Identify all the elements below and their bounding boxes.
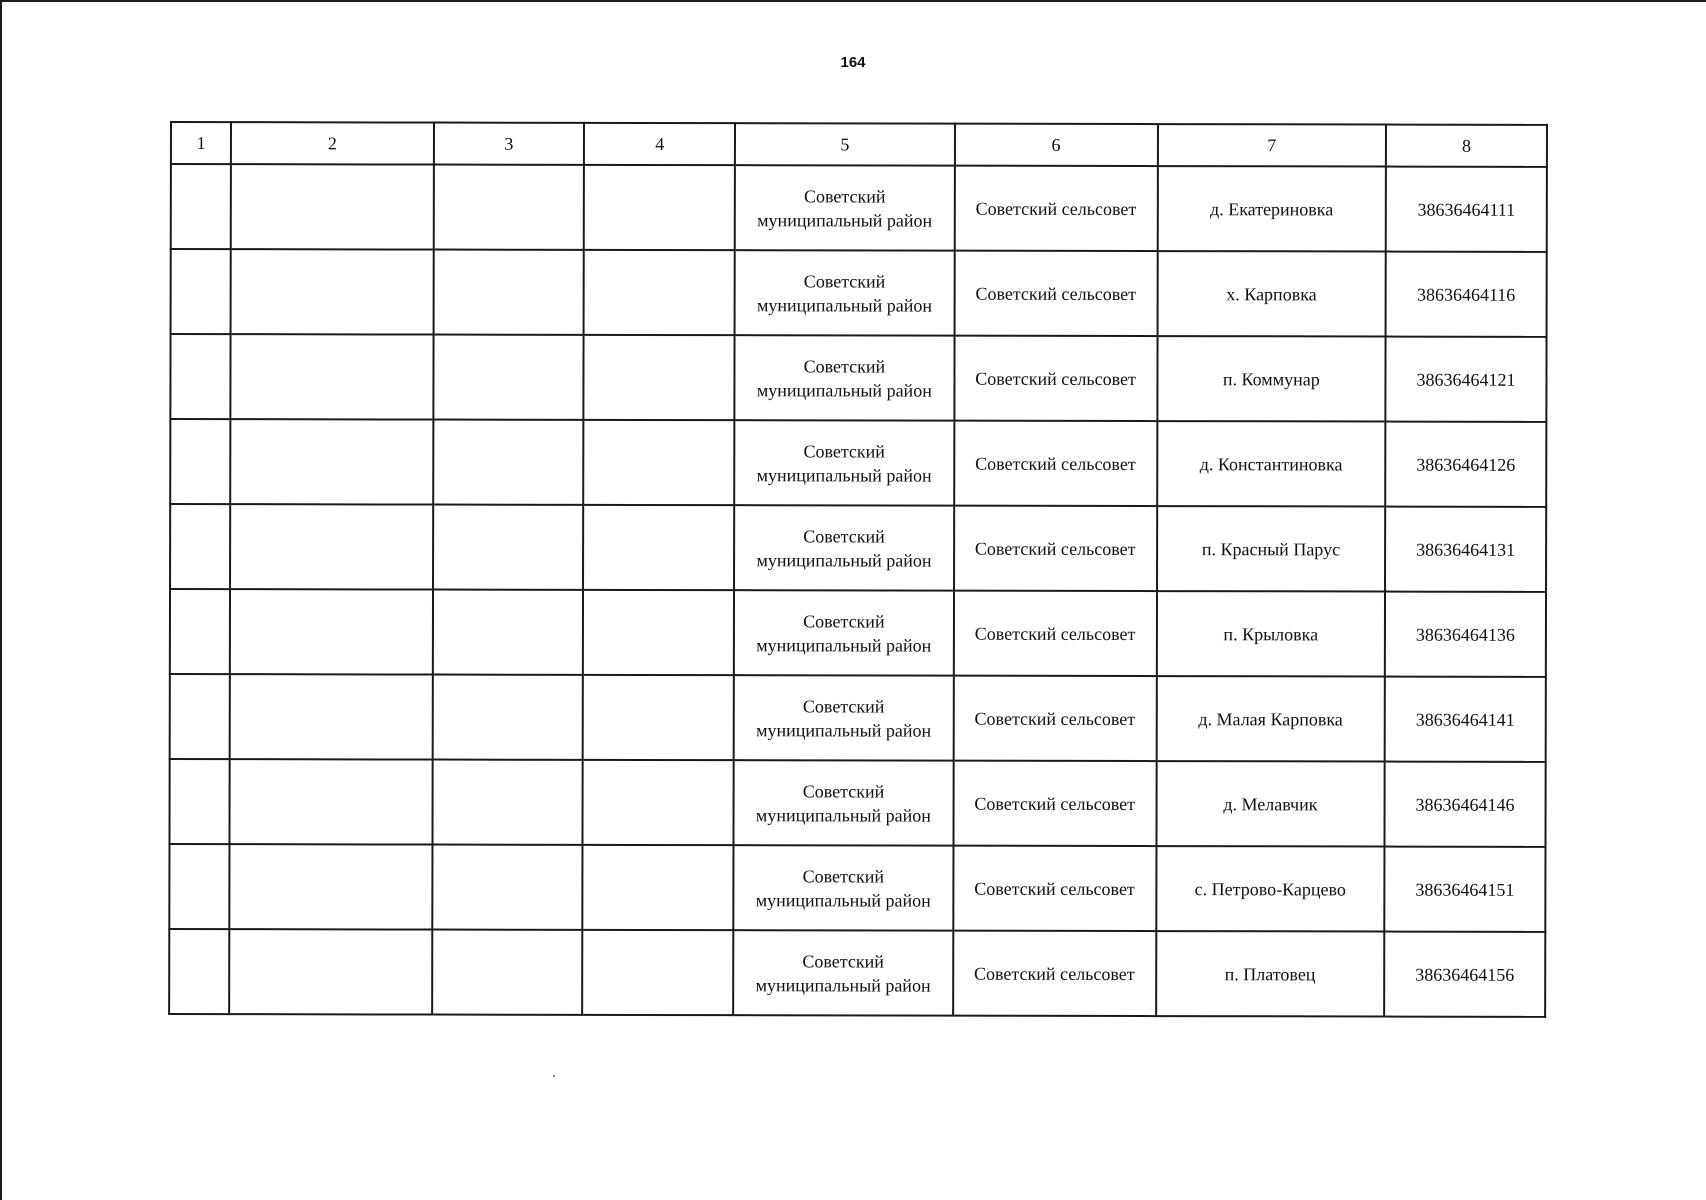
cell-council: Советский сельсовет bbox=[954, 506, 1157, 591]
cell-code: 38636464141 bbox=[1385, 677, 1546, 762]
cell-col1 bbox=[171, 249, 232, 334]
cell-col2 bbox=[231, 419, 433, 504]
district-name: Советский bbox=[803, 610, 885, 631]
page-number: 164 bbox=[840, 54, 866, 71]
district-name: Советский bbox=[802, 695, 885, 716]
cell-district bbox=[735, 165, 954, 250]
cell-col3 bbox=[433, 420, 584, 505]
district-type: муниципальный район bbox=[755, 974, 931, 996]
cell-col2 bbox=[230, 674, 432, 759]
cell-col2 bbox=[231, 334, 433, 419]
cell-col3 bbox=[433, 165, 584, 250]
cell-settlement: д. Екатериновка bbox=[1157, 166, 1385, 251]
table-row bbox=[171, 249, 1547, 337]
cell-col3 bbox=[432, 760, 583, 845]
cell-district bbox=[735, 335, 954, 420]
table-row bbox=[170, 334, 1546, 422]
district-name: Советский bbox=[803, 355, 886, 376]
cell-col3 bbox=[433, 505, 584, 590]
cell-settlement: х. Карповка bbox=[1157, 251, 1385, 336]
cell-col3 bbox=[432, 930, 583, 1015]
cell-col4 bbox=[583, 845, 734, 930]
cell-col2 bbox=[230, 844, 432, 929]
cell-col1 bbox=[169, 929, 230, 1014]
cell-col1 bbox=[170, 334, 231, 419]
cell-col1 bbox=[170, 674, 231, 759]
column-header-8: 8 bbox=[1386, 125, 1547, 167]
header-row bbox=[171, 122, 1547, 167]
table-row bbox=[170, 419, 1546, 507]
scan-speck bbox=[553, 1075, 555, 1077]
cell-col4 bbox=[583, 930, 734, 1015]
table-row bbox=[170, 674, 1546, 762]
column-header-1: 1 bbox=[171, 122, 231, 164]
cell-col4 bbox=[584, 250, 735, 335]
district-type: муниципальный район bbox=[756, 719, 932, 741]
column-header-6: 6 bbox=[954, 124, 1157, 166]
cell-council: Советский сельсовет bbox=[953, 931, 1156, 1016]
cell-col1 bbox=[169, 844, 230, 929]
cell-col1 bbox=[170, 419, 231, 504]
district-type: муниципальный район bbox=[756, 379, 932, 401]
cell-district bbox=[735, 250, 954, 335]
cell-code: 38636464126 bbox=[1385, 422, 1546, 507]
cell-col4 bbox=[584, 420, 735, 505]
cell-council: Советский сельсовет bbox=[953, 591, 1156, 676]
district-name: Советский bbox=[803, 440, 885, 461]
district-name: Советский bbox=[803, 185, 886, 206]
table-row bbox=[169, 844, 1545, 932]
table-row bbox=[170, 589, 1546, 677]
cell-col3 bbox=[432, 845, 583, 930]
cell-council: Советский сельсовет bbox=[953, 846, 1156, 931]
district-type: муниципальный район bbox=[755, 804, 931, 826]
district-name: Советский bbox=[802, 950, 884, 971]
cell-col4 bbox=[583, 675, 734, 760]
cell-col1 bbox=[171, 164, 232, 249]
cell-district bbox=[734, 420, 953, 505]
cell-col4 bbox=[583, 590, 734, 675]
cell-col4 bbox=[583, 505, 734, 590]
table-header bbox=[171, 122, 1547, 167]
cell-col2 bbox=[230, 504, 432, 589]
cell-code: 38636464121 bbox=[1385, 337, 1546, 422]
cell-col1 bbox=[170, 589, 231, 674]
cell-settlement: п. Платовец bbox=[1156, 931, 1384, 1016]
district-type: муниципальный район bbox=[756, 634, 932, 656]
cell-district bbox=[733, 930, 952, 1015]
table-row bbox=[171, 164, 1547, 252]
cell-district bbox=[734, 760, 953, 845]
district-name: Советский bbox=[803, 525, 885, 546]
table-body bbox=[169, 164, 1547, 1017]
cell-council: Советский сельсовет bbox=[954, 166, 1157, 251]
district-type: муниципальный район bbox=[756, 294, 933, 316]
cell-settlement: п. Красный Парус bbox=[1157, 506, 1385, 591]
cell-code: 38636464111 bbox=[1386, 167, 1547, 252]
column-header-4: 4 bbox=[584, 123, 735, 165]
cell-col2 bbox=[230, 759, 432, 844]
cell-settlement: с. Петрово-Карцево bbox=[1156, 846, 1384, 931]
district-type: муниципальный район bbox=[757, 209, 933, 231]
cell-code: 38636464151 bbox=[1384, 847, 1545, 932]
table-row bbox=[169, 929, 1545, 1017]
cell-col1 bbox=[170, 504, 231, 589]
column-header-7: 7 bbox=[1158, 124, 1386, 166]
cell-settlement: п. Коммунар bbox=[1157, 336, 1385, 421]
cell-col3 bbox=[432, 675, 583, 760]
cell-code: 38636464136 bbox=[1385, 592, 1546, 677]
district-name: Советский bbox=[802, 865, 885, 886]
cell-col4 bbox=[583, 760, 734, 845]
scan-edge-left bbox=[0, 0, 2, 1200]
cell-council: Советский сельсовет bbox=[953, 676, 1156, 761]
cell-district bbox=[734, 675, 953, 760]
column-header-5: 5 bbox=[735, 123, 954, 165]
cell-col1 bbox=[169, 759, 230, 844]
cell-council: Советский сельсовет bbox=[954, 421, 1157, 506]
cell-settlement: д. Константиновка bbox=[1157, 421, 1385, 506]
cell-council: Советский сельсовет bbox=[954, 251, 1157, 336]
scan-edge-top bbox=[0, 0, 1706, 2]
cell-settlement: п. Крыловка bbox=[1157, 591, 1385, 676]
table-row bbox=[170, 504, 1546, 592]
district-type: муниципальный район bbox=[755, 889, 931, 911]
cell-col4 bbox=[584, 335, 735, 420]
cell-col4 bbox=[584, 165, 735, 250]
district-name: Советский bbox=[802, 780, 885, 801]
cell-code: 38636464146 bbox=[1384, 762, 1545, 847]
cell-col2 bbox=[229, 929, 431, 1014]
cell-col2 bbox=[231, 164, 433, 249]
cell-code: 38636464131 bbox=[1385, 507, 1546, 592]
cell-district bbox=[734, 590, 953, 675]
column-header-2: 2 bbox=[231, 122, 433, 164]
cell-col2 bbox=[231, 249, 433, 334]
cell-council: Советский сельсовет bbox=[953, 761, 1156, 846]
cell-col2 bbox=[230, 589, 432, 674]
cell-col3 bbox=[432, 590, 583, 675]
district-type: муниципальный район bbox=[756, 464, 932, 486]
cell-district bbox=[734, 505, 953, 590]
district-type: муниципальный район bbox=[756, 549, 932, 571]
cell-code: 38636464116 bbox=[1386, 252, 1547, 337]
settlement-table bbox=[168, 121, 1548, 1018]
cell-code: 38636464156 bbox=[1384, 932, 1545, 1017]
cell-col3 bbox=[433, 335, 584, 420]
cell-district bbox=[734, 845, 953, 930]
cell-settlement: д. Малая Карповка bbox=[1156, 676, 1384, 761]
column-header-3: 3 bbox=[433, 123, 584, 165]
cell-settlement: д. Мелавчик bbox=[1156, 761, 1384, 846]
cell-col3 bbox=[433, 250, 584, 335]
cell-council: Советский сельсовет bbox=[954, 336, 1157, 421]
district-name: Советский bbox=[803, 270, 886, 291]
table-row bbox=[169, 759, 1545, 847]
